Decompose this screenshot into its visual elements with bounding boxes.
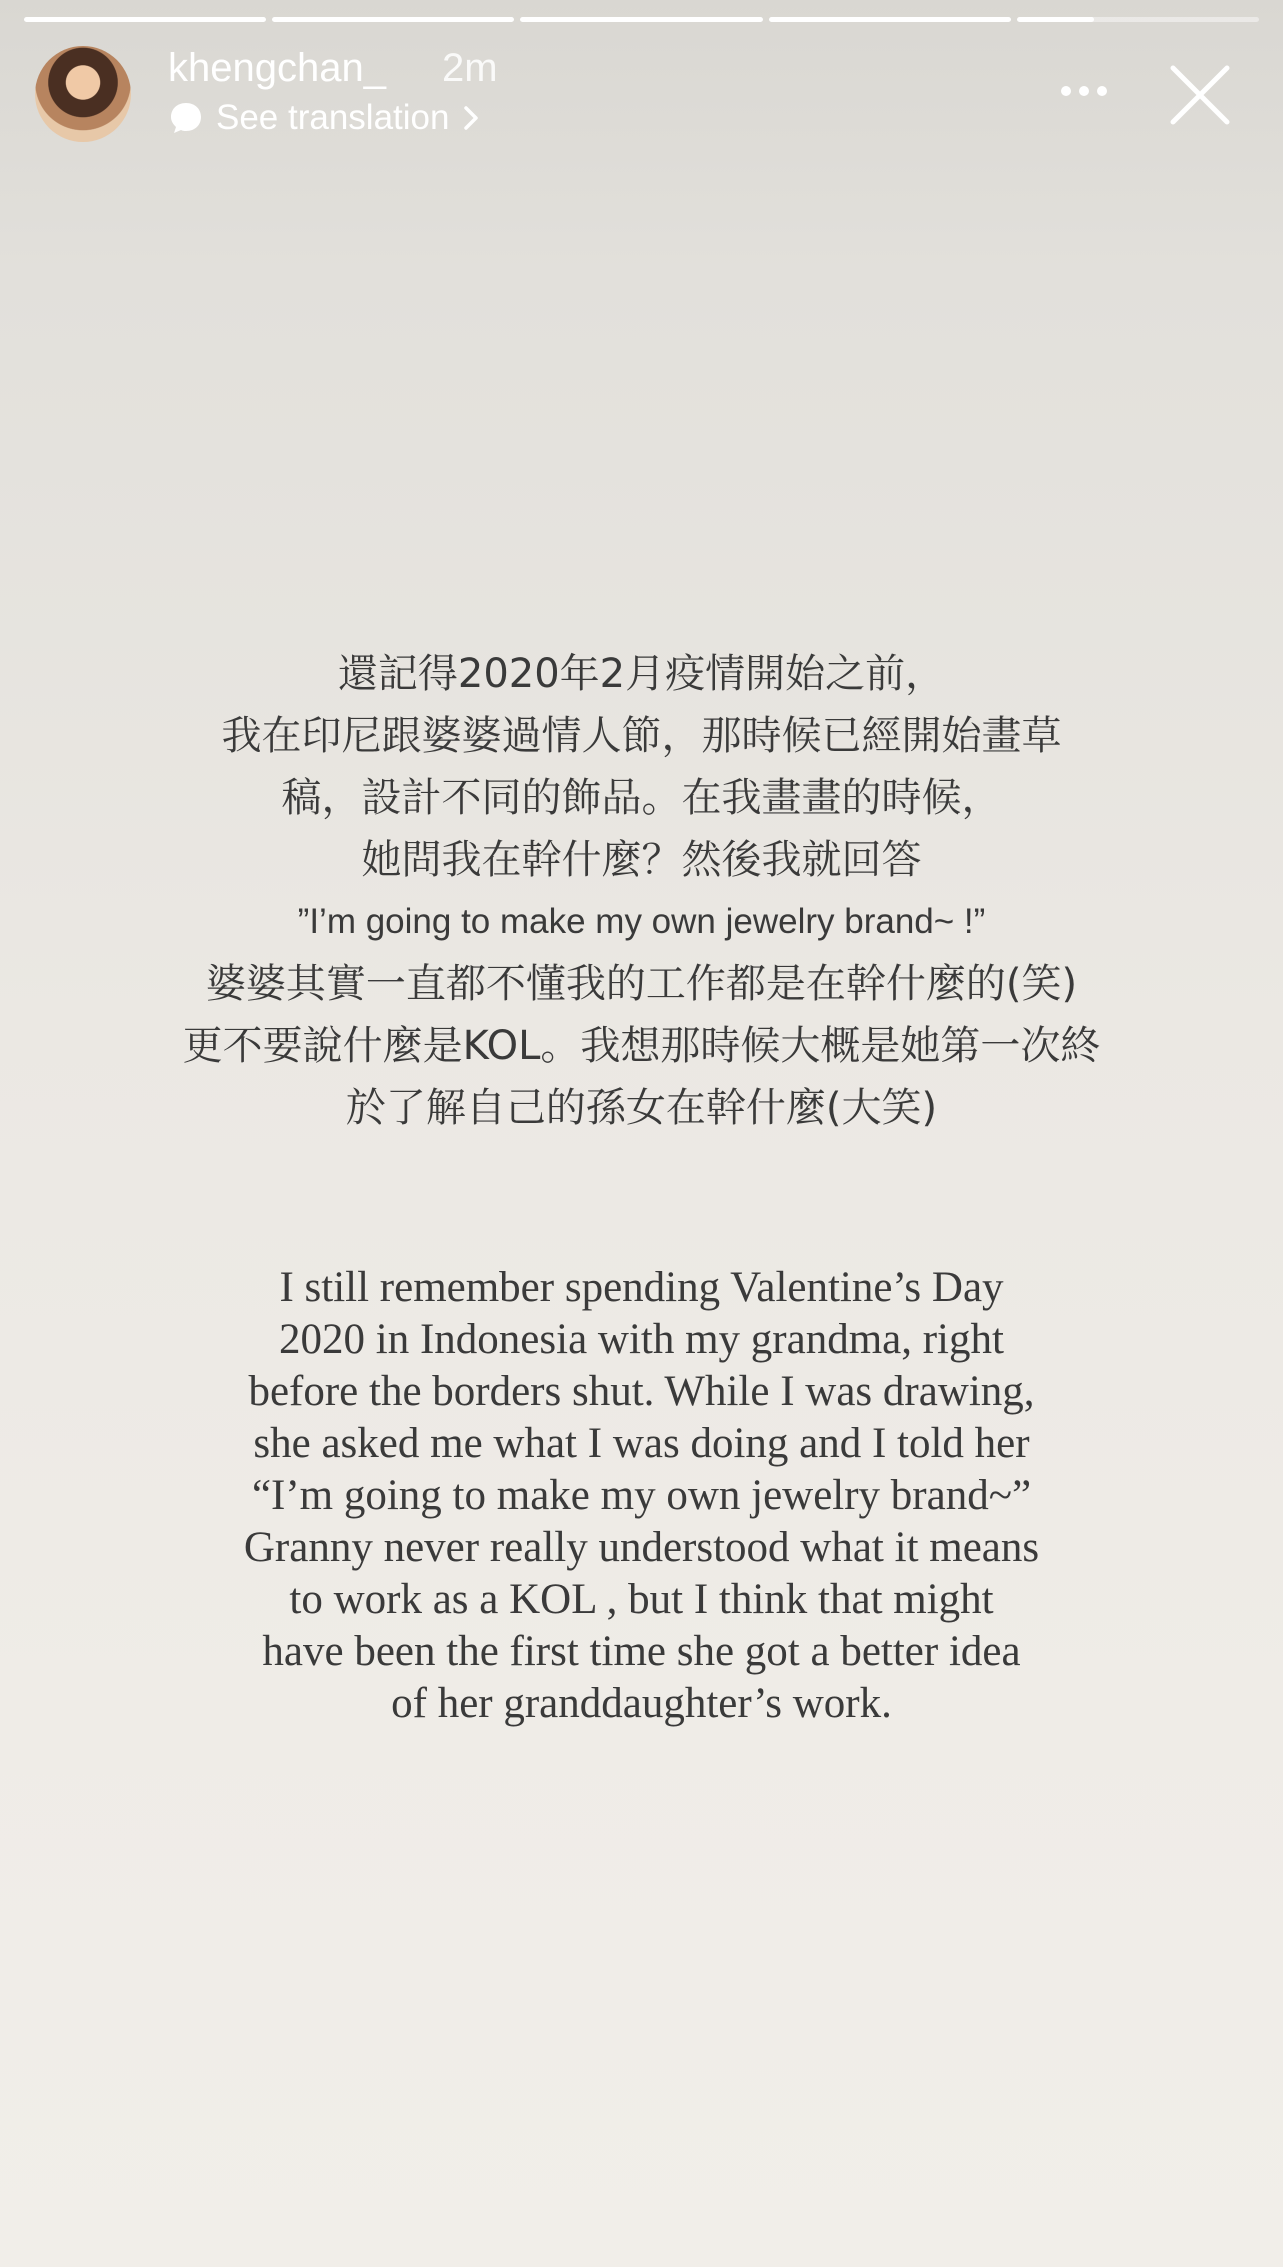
avatar[interactable] <box>35 46 131 142</box>
see-translation-label: See translation <box>216 98 450 137</box>
chevron-right-icon <box>461 103 481 133</box>
caption-en-line: to work as a KOL , but I think that might <box>289 1576 994 1623</box>
caption-en-line: Granny never really understood what it means <box>243 1524 1040 1571</box>
chinese-caption <box>100 643 1183 1139</box>
progress-segment-5 <box>1017 17 1259 22</box>
progress-fill-2 <box>272 17 514 22</box>
story-progress-bar <box>24 17 1259 22</box>
caption-zh-line: 她問我在幹什麼？然後我就回答 <box>361 837 922 883</box>
progress-fill-3 <box>520 17 762 22</box>
progress-fill-1 <box>24 17 266 22</box>
progress-fill-4 <box>769 17 1011 22</box>
caption-zh-line: 更不要說什麼是KOL。我想那時候大概是她第一次終 <box>182 1023 1101 1069</box>
caption-en-line: of her granddaughter’s work. <box>391 1680 892 1727</box>
caption-zh-line: 稿，設計不同的飾品。在我畫畫的時候， <box>281 775 1002 821</box>
progress-segment-4 <box>769 17 1011 22</box>
caption-en-line: 2020 in Indonesia with my grandma, right <box>279 1316 1004 1363</box>
more-options-icon[interactable] <box>1059 84 1109 98</box>
speech-bubble-icon <box>168 100 204 136</box>
close-icon[interactable] <box>1169 64 1231 126</box>
caption-en-line: “I’m going to make my own jewelry brand~” <box>251 1472 1032 1519</box>
caption-en-line: I still remember spending Valentine’s Day <box>279 1264 1004 1311</box>
progress-segment-3 <box>520 17 762 22</box>
caption-en-line: have been the first time she got a better idea <box>262 1628 1021 1675</box>
progress-segment-2 <box>272 17 514 22</box>
post-time: 2m <box>442 46 498 90</box>
caption-zh-line: 婆婆其實一直都不懂我的工作都是在幹什麼的(笑) <box>205 961 1078 1007</box>
caption-zh-line: 我在印尼跟婆婆過情人節，那時候已經開始畫草 <box>221 713 1062 759</box>
caption-en-line: before the borders shut. While I was drawing, <box>248 1368 1035 1415</box>
see-translation-button[interactable] <box>168 98 481 138</box>
progress-fill-5 <box>1017 17 1095 22</box>
caption-zh-line: 還記得2020年2月疫情開始之前， <box>337 651 946 697</box>
english-caption <box>100 1262 1183 1730</box>
story-header <box>35 46 1259 146</box>
progress-segment-1 <box>24 17 266 22</box>
caption-zh-quote: ”I’m going to make my own jewelry brand~ !” <box>297 902 986 941</box>
caption-en-line: she asked me what I was doing and I told her <box>253 1420 1030 1467</box>
username[interactable]: khengchan_ <box>168 46 386 90</box>
caption-zh-line: 於了解自己的孫女在幹什麼(大笑) <box>345 1085 938 1131</box>
